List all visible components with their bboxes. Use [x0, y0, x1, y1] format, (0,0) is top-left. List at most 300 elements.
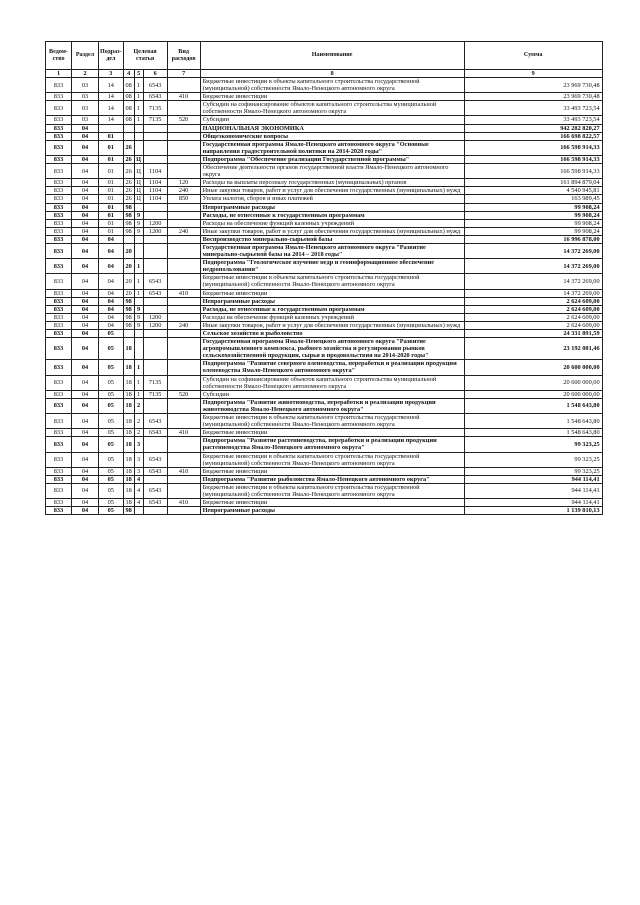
- cell-razdel: 04: [72, 390, 99, 398]
- cell-podrazdel: 04: [99, 259, 124, 274]
- cell-target-subprogram: [134, 235, 143, 243]
- cell-ved: 833: [46, 116, 72, 124]
- cell-podrazdel: 04: [99, 321, 124, 329]
- cell-razdel: 04: [72, 187, 99, 195]
- cell-target-subprogram: 1: [134, 390, 143, 398]
- cell-ved: 833: [46, 219, 72, 227]
- cell-name: Сельское хозяйство и рыболовство: [200, 330, 464, 338]
- cell-expense-type: 240: [167, 227, 200, 235]
- cell-target-direction: [143, 338, 167, 360]
- cell-expense-type: [167, 132, 200, 140]
- cell-target-program: 98: [123, 203, 134, 211]
- cell-expense-type: [167, 375, 200, 390]
- cell-razdel: 04: [72, 398, 99, 413]
- cell-target-direction: [143, 259, 167, 274]
- cell-sum: 14 372 269,00: [464, 274, 602, 289]
- cell-target-program: 98: [123, 507, 134, 515]
- table-row: [46, 390, 603, 398]
- cell-target-direction: [143, 305, 167, 313]
- cell-name: Подпрограмма "Развитие животноводства, переработки и реализации продукции животноводства Ямало-Ненецкого автономного округа": [200, 398, 464, 413]
- cell-sum: 99 908,24: [464, 203, 602, 211]
- cell-ved: 833: [46, 101, 72, 116]
- cell-target-program: 18: [123, 338, 134, 360]
- cell-target-program: 98: [123, 321, 134, 329]
- cell-razdel: 04: [72, 195, 99, 203]
- cell-sum: 4 540 945,81: [464, 187, 602, 195]
- cell-expense-type: [167, 101, 200, 116]
- cell-target-program: 18: [123, 414, 134, 429]
- cell-razdel: 04: [72, 124, 99, 132]
- cell-sum: 1 548 643,80: [464, 414, 602, 429]
- cell-podrazdel: 01: [99, 164, 124, 179]
- cell-expense-type: [167, 243, 200, 258]
- table-row: [46, 289, 603, 297]
- cell-ved: 833: [46, 499, 72, 507]
- table-row: [46, 132, 603, 140]
- cell-target-direction: 7135: [143, 116, 167, 124]
- cell-name: Воспроизводство минерально-сырьевой базы: [200, 235, 464, 243]
- cell-razdel: 04: [72, 227, 99, 235]
- cell-podrazdel: 05: [99, 437, 124, 452]
- cell-razdel: 04: [72, 330, 99, 338]
- cell-podrazdel: 04: [99, 313, 124, 321]
- cell-ved: 833: [46, 305, 72, 313]
- cell-target-program: 98: [123, 305, 134, 313]
- cell-target-direction: 1104: [143, 187, 167, 195]
- cell-target-direction: 1200: [143, 321, 167, 329]
- cell-expense-type: 120: [167, 179, 200, 187]
- cell-target-subprogram: 9: [134, 305, 143, 313]
- cell-expense-type: [167, 274, 200, 289]
- cell-target-subprogram: 9: [134, 219, 143, 227]
- budget-table: [45, 41, 603, 515]
- cell-ved: 833: [46, 155, 72, 163]
- cell-razdel: 04: [72, 203, 99, 211]
- cell-sum: 24 331 891,59: [464, 330, 602, 338]
- cell-podrazdel: 01: [99, 140, 124, 155]
- cell-name: Подпрограмма "Геологическое изучение недр и геоинформационное обеспечение недропользования": [200, 259, 464, 274]
- cell-expense-type: [167, 140, 200, 155]
- table-row: [46, 313, 603, 321]
- cell-target-direction: [143, 235, 167, 243]
- header-podrazdel: Подраз-дел: [99, 42, 124, 70]
- cell-target-subprogram: 3: [134, 452, 143, 467]
- cell-expense-type: [167, 155, 200, 163]
- cell-expense-type: 850: [167, 195, 200, 203]
- cell-sum: 14 372 269,00: [464, 259, 602, 274]
- cell-ved: 833: [46, 507, 72, 515]
- header-razdel: Раздел: [72, 42, 99, 70]
- cell-name: НАЦИОНАЛЬНАЯ ЭКОНОМИКА: [200, 124, 464, 132]
- cell-expense-type: [167, 164, 200, 179]
- cell-name: Подпрограмма "Развитие растениеводства, переработки и реализации продукции растениеводства Ямало-Ненецкого автономного округа": [200, 437, 464, 452]
- cell-target-program: 18: [123, 429, 134, 437]
- cell-target-direction: 1104: [143, 179, 167, 187]
- cell-name: Бюджетные инвестиции: [200, 499, 464, 507]
- table-row: [46, 259, 603, 274]
- cell-target-program: 20: [123, 243, 134, 258]
- cell-target-direction: [143, 211, 167, 219]
- cell-ved: 833: [46, 330, 72, 338]
- cell-expense-type: [167, 338, 200, 360]
- cell-razdel: 04: [72, 467, 99, 475]
- table-row: [46, 507, 603, 515]
- table-row: [46, 467, 603, 475]
- cell-expense-type: [167, 452, 200, 467]
- cell-ved: 833: [46, 313, 72, 321]
- cell-razdel: 04: [72, 313, 99, 321]
- cell-name: Обеспечение деятельности органов государственной власти Ямало-Ненецкого автономного округа: [200, 164, 464, 179]
- cell-sum: 33 493 723,54: [464, 101, 602, 116]
- cell-name: Расходы на обеспечение функций казенных учреждений: [200, 313, 464, 321]
- cell-target-subprogram: 3: [134, 467, 143, 475]
- cell-sum: 2 624 609,00: [464, 313, 602, 321]
- cell-target-subprogram: 4: [134, 483, 143, 498]
- cell-podrazdel: 05: [99, 375, 124, 390]
- table-row: [46, 155, 603, 163]
- cell-target-direction: [143, 398, 167, 413]
- cell-ved: 833: [46, 124, 72, 132]
- table-row: [46, 274, 603, 289]
- cell-target-subprogram: Ц: [134, 179, 143, 187]
- cell-name: Бюджетные инвестиции в объекты капитального строительства государственной (муниципальной) собственности Ямало-Ненецкого автономного округа: [200, 78, 464, 93]
- cell-ved: 833: [46, 187, 72, 195]
- cell-target-direction: [143, 124, 167, 132]
- cell-razdel: 04: [72, 305, 99, 313]
- cell-name: Расходы, не отнесенные к государственным программам: [200, 305, 464, 313]
- cell-target-program: [123, 124, 134, 132]
- cell-target-program: 98: [123, 297, 134, 305]
- cell-target-direction: [143, 507, 167, 515]
- cell-target-direction: [143, 155, 167, 163]
- cell-podrazdel: 04: [99, 297, 124, 305]
- cell-ved: 833: [46, 338, 72, 360]
- cell-target-program: 08: [123, 116, 134, 124]
- cell-razdel: 04: [72, 179, 99, 187]
- cell-target-subprogram: 1: [134, 274, 143, 289]
- cell-expense-type: [167, 475, 200, 483]
- cell-expense-type: [167, 313, 200, 321]
- cell-target-direction: 6543: [143, 499, 167, 507]
- column-number: 4: [123, 70, 134, 78]
- cell-name: Государственная программа Ямало-Ненецкого автономного округа "Развитие агропромышленного комплекса, рыбного хозяйства и регулирования рынков сельскохозяйственной продукции, сырья и продовольствия на 2014-2020 годы": [200, 338, 464, 360]
- cell-target-direction: 6543: [143, 78, 167, 93]
- cell-name: Расходы, не отнесенные к государственным программам: [200, 211, 464, 219]
- cell-expense-type: 520: [167, 116, 200, 124]
- cell-target-program: 08: [123, 101, 134, 116]
- cell-sum: 166 598 914,33: [464, 140, 602, 155]
- table-row: [46, 203, 603, 211]
- cell-target-subprogram: [134, 140, 143, 155]
- header-ved: Ведом-ство: [46, 42, 72, 70]
- cell-target-program: 20: [123, 259, 134, 274]
- cell-target-subprogram: Ц: [134, 155, 143, 163]
- cell-target-program: 18: [123, 437, 134, 452]
- cell-target-program: 18: [123, 360, 134, 375]
- cell-expense-type: 410: [167, 93, 200, 101]
- cell-target-program: 26: [123, 187, 134, 195]
- column-number: 8: [200, 70, 464, 78]
- cell-ved: 833: [46, 414, 72, 429]
- table-row: [46, 227, 603, 235]
- cell-expense-type: [167, 259, 200, 274]
- cell-razdel: 04: [72, 140, 99, 155]
- table-row: [46, 330, 603, 338]
- table-row: [46, 305, 603, 313]
- cell-podrazdel: 05: [99, 499, 124, 507]
- cell-target-subprogram: 9: [134, 313, 143, 321]
- cell-target-direction: 6543: [143, 289, 167, 297]
- cell-target-subprogram: 9: [134, 227, 143, 235]
- cell-ved: 833: [46, 235, 72, 243]
- cell-expense-type: [167, 507, 200, 515]
- cell-target-program: 26: [123, 179, 134, 187]
- table-row: [46, 398, 603, 413]
- cell-razdel: 04: [72, 289, 99, 297]
- table-row: [46, 475, 603, 483]
- cell-target-program: 18: [123, 452, 134, 467]
- cell-razdel: 04: [72, 297, 99, 305]
- cell-sum: 33 493 723,54: [464, 116, 602, 124]
- column-number: 3: [99, 70, 124, 78]
- cell-sum: 944 114,41: [464, 475, 602, 483]
- cell-ved: 833: [46, 475, 72, 483]
- header-name: Наименование: [200, 42, 464, 70]
- cell-expense-type: [167, 414, 200, 429]
- cell-podrazdel: 05: [99, 330, 124, 338]
- column-number: 6: [143, 70, 167, 78]
- cell-sum: 166 598 914,33: [464, 164, 602, 179]
- cell-target-program: 98: [123, 227, 134, 235]
- header-row: [46, 42, 603, 70]
- cell-podrazdel: 01: [99, 179, 124, 187]
- cell-name: Подпрограмма "Обеспечение реализации Государственной программы": [200, 155, 464, 163]
- cell-sum: 2 624 609,00: [464, 297, 602, 305]
- cell-target-direction: 6543: [143, 414, 167, 429]
- cell-expense-type: [167, 437, 200, 452]
- cell-razdel: 04: [72, 243, 99, 258]
- cell-ved: 833: [46, 78, 72, 93]
- table-row: [46, 499, 603, 507]
- cell-name: Подпрограмма "Развитие северного оленеводства, переработки и реализации продукции оленеводства Ямало-Ненецкого автономного округа": [200, 360, 464, 375]
- cell-target-subprogram: [134, 507, 143, 515]
- cell-ved: 833: [46, 179, 72, 187]
- cell-razdel: 04: [72, 452, 99, 467]
- cell-expense-type: [167, 124, 200, 132]
- cell-razdel: 04: [72, 499, 99, 507]
- cell-sum: 23 192 081,46: [464, 338, 602, 360]
- cell-target-program: 20: [123, 274, 134, 289]
- table-row: [46, 437, 603, 452]
- cell-razdel: 03: [72, 101, 99, 116]
- cell-podrazdel: 01: [99, 219, 124, 227]
- cell-name: Государственная программа Ямало-Ненецкого автономного округа "Развитие минерально-сырьевой базы на 2014 – 2018 годы": [200, 243, 464, 258]
- cell-podrazdel: 05: [99, 483, 124, 498]
- cell-sum: 99 908,24: [464, 211, 602, 219]
- cell-target-direction: 1104: [143, 164, 167, 179]
- cell-target-program: 26: [123, 164, 134, 179]
- cell-ved: 833: [46, 132, 72, 140]
- cell-target-program: 18: [123, 475, 134, 483]
- cell-target-program: 98: [123, 211, 134, 219]
- table-row: [46, 124, 603, 132]
- cell-sum: 1 139 810,13: [464, 507, 602, 515]
- cell-name: Общеэкономические вопросы: [200, 132, 464, 140]
- cell-podrazdel: 14: [99, 101, 124, 116]
- cell-expense-type: [167, 330, 200, 338]
- cell-ved: 833: [46, 297, 72, 305]
- cell-target-subprogram: [134, 124, 143, 132]
- cell-target-subprogram: [134, 243, 143, 258]
- cell-sum: 1 548 643,80: [464, 398, 602, 413]
- cell-expense-type: [167, 360, 200, 375]
- cell-sum: 944 114,41: [464, 483, 602, 498]
- table-row: [46, 116, 603, 124]
- cell-expense-type: [167, 211, 200, 219]
- table-row: [46, 375, 603, 390]
- cell-sum: 99 908,24: [464, 227, 602, 235]
- cell-target-subprogram: 1: [134, 289, 143, 297]
- cell-ved: 833: [46, 360, 72, 375]
- cell-ved: 833: [46, 375, 72, 390]
- cell-name: Иные закупки товаров, работ и услуг для обеспечения государственных (муниципальных) нужд: [200, 321, 464, 329]
- cell-expense-type: 410: [167, 467, 200, 475]
- cell-name: Бюджетные инвестиции в объекты капитального строительства государственной (муниципальной) собственности Ямало-Ненецкого автономного округа: [200, 274, 464, 289]
- cell-name: Расходы на выплаты персоналу государственных (муниципальных) органов: [200, 179, 464, 187]
- cell-expense-type: [167, 219, 200, 227]
- cell-sum: 99 323,25: [464, 437, 602, 452]
- cell-ved: 833: [46, 398, 72, 413]
- cell-target-subprogram: 3: [134, 437, 143, 452]
- cell-sum: 1 548 643,80: [464, 429, 602, 437]
- cell-ved: 833: [46, 483, 72, 498]
- cell-expense-type: 410: [167, 289, 200, 297]
- cell-podrazdel: 04: [99, 305, 124, 313]
- cell-sum: 20 600 000,00: [464, 390, 602, 398]
- cell-target-subprogram: 1: [134, 116, 143, 124]
- cell-razdel: 04: [72, 360, 99, 375]
- cell-target-subprogram: 1: [134, 360, 143, 375]
- cell-razdel: 04: [72, 219, 99, 227]
- cell-razdel: 04: [72, 155, 99, 163]
- cell-target-direction: 7135: [143, 375, 167, 390]
- cell-expense-type: 520: [167, 390, 200, 398]
- cell-name: Субсидии на софинансирование объектов капитального строительства муниципальной собственности Ямало-Ненецкого автономного округа: [200, 375, 464, 390]
- cell-target-program: 20: [123, 289, 134, 297]
- table-row: [46, 78, 603, 93]
- cell-sum: 166 698 822,57: [464, 132, 602, 140]
- cell-target-program: 98: [123, 219, 134, 227]
- table-row: [46, 338, 603, 360]
- table-row: [46, 93, 603, 101]
- cell-target-program: 26: [123, 195, 134, 203]
- cell-target-direction: 1200: [143, 227, 167, 235]
- cell-sum: 14 372 269,00: [464, 289, 602, 297]
- cell-sum: 99 323,25: [464, 452, 602, 467]
- cell-ved: 833: [46, 243, 72, 258]
- cell-expense-type: 410: [167, 429, 200, 437]
- cell-name: Бюджетные инвестиции в объекты капитального строительства государственной (муниципальной) собственности Ямало-Ненецкого автономного округа: [200, 483, 464, 498]
- cell-target-program: 08: [123, 78, 134, 93]
- cell-podrazdel: 04: [99, 235, 124, 243]
- cell-target-direction: [143, 330, 167, 338]
- cell-name: Непрограммные расходы: [200, 507, 464, 515]
- cell-name: Подпрограмма "Развитие рыболовства Ямало-Ненецкого автономного округа": [200, 475, 464, 483]
- cell-expense-type: [167, 483, 200, 498]
- cell-name: Субсидии: [200, 390, 464, 398]
- cell-razdel: 04: [72, 321, 99, 329]
- cell-expense-type: 240: [167, 321, 200, 329]
- cell-expense-type: [167, 297, 200, 305]
- cell-name: Непрограммные расходы: [200, 203, 464, 211]
- cell-target-subprogram: [134, 330, 143, 338]
- cell-podrazdel: 01: [99, 132, 124, 140]
- cell-sum: 14 372 269,00: [464, 243, 602, 258]
- cell-ved: 833: [46, 211, 72, 219]
- cell-podrazdel: 05: [99, 452, 124, 467]
- cell-razdel: 03: [72, 93, 99, 101]
- cell-name: Субсидии на софинансирование объектов капитального строительства муниципальной собственности Ямало-Ненецкого автономного округа: [200, 101, 464, 116]
- cell-target-direction: [143, 132, 167, 140]
- cell-expense-type: [167, 203, 200, 211]
- cell-target-subprogram: Ц: [134, 164, 143, 179]
- cell-target-program: [123, 132, 134, 140]
- cell-podrazdel: 01: [99, 227, 124, 235]
- cell-target-program: 08: [123, 93, 134, 101]
- cell-podrazdel: 01: [99, 187, 124, 195]
- table-row: [46, 164, 603, 179]
- cell-target-subprogram: 1: [134, 259, 143, 274]
- table-row: [46, 452, 603, 467]
- cell-target-subprogram: 4: [134, 499, 143, 507]
- cell-name: Иные закупки товаров, работ и услуг для обеспечения государственных (муниципальных) нужд: [200, 187, 464, 195]
- cell-razdel: 03: [72, 116, 99, 124]
- cell-target-subprogram: [134, 132, 143, 140]
- cell-podrazdel: 05: [99, 429, 124, 437]
- cell-podrazdel: 05: [99, 467, 124, 475]
- cell-ved: 833: [46, 259, 72, 274]
- table-row: [46, 211, 603, 219]
- cell-sum: 20 600 000,00: [464, 360, 602, 375]
- cell-ved: 833: [46, 140, 72, 155]
- cell-target-subprogram: 9: [134, 211, 143, 219]
- column-number: 1: [46, 70, 72, 78]
- cell-razdel: 04: [72, 211, 99, 219]
- cell-razdel: 03: [72, 78, 99, 93]
- cell-target-direction: 1104: [143, 195, 167, 203]
- cell-podrazdel: 01: [99, 211, 124, 219]
- cell-target-direction: [143, 437, 167, 452]
- table-body: [46, 78, 603, 515]
- table-row: [46, 414, 603, 429]
- cell-sum: 23 969 730,48: [464, 93, 602, 101]
- cell-sum: 99 323,25: [464, 467, 602, 475]
- cell-ved: 833: [46, 93, 72, 101]
- header-summa: Сумма: [464, 42, 602, 70]
- cell-sum: 163 989,45: [464, 195, 602, 203]
- cell-target-program: 18: [123, 390, 134, 398]
- column-number-row: [46, 70, 603, 78]
- cell-ved: 833: [46, 467, 72, 475]
- cell-razdel: 04: [72, 475, 99, 483]
- cell-sum: 944 114,41: [464, 499, 602, 507]
- cell-sum: 161 894 879,04: [464, 179, 602, 187]
- cell-razdel: 04: [72, 274, 99, 289]
- cell-razdel: 04: [72, 483, 99, 498]
- table-row: [46, 235, 603, 243]
- cell-razdel: 04: [72, 164, 99, 179]
- table-row: [46, 297, 603, 305]
